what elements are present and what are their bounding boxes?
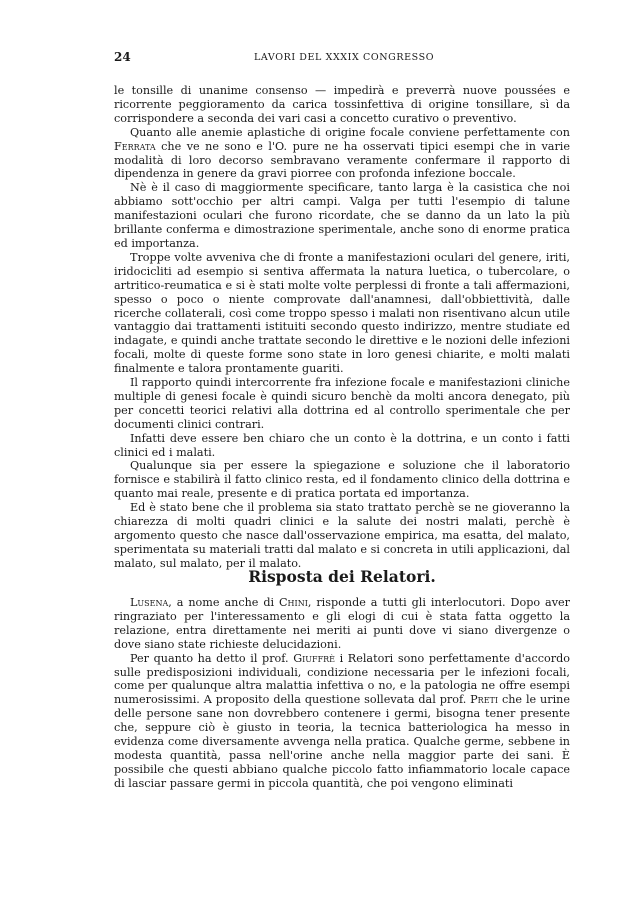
paragraph: Ed è stato bene che il problema sia stato trattato perchè se ne gioveranno la chiarezza di molti quadri clinici e la salute dei nostri malati, perchè è argomento questo che nasce dall'osservazione empirica, ma esatta, del malato, sperimentata su materiali tratti dal malato e si concreta in utili applicazioni, dal malato, sul malato, per il malato. xyxy=(114,501,570,570)
author-name: Preti xyxy=(470,693,499,707)
paragraph: Quanto alle anemie aplastiche di origine focale conviene perfettamente con Ferrata che ve ne sono e l'O. pure ne ha osservati tipici esempi che in varie modalità di loro decorso sembravano veramente confermare il rapporto di dipendenza in genere da gravi piorree con profonda infezione boccale. xyxy=(114,125,570,181)
author-name: Giuffrè xyxy=(293,651,335,665)
paragraph: Troppe volte avveniva che di fronte a manifestazioni oculari del genere, iriti, iridocicliti ad esempio si sentiva affermata la natura luetica, o tubercolare, o artritico-reumatica e si è stati molte volte perplessi di fronte a tali affermazioni, spesso o poco o niente comprovate dall'anamnesi, dall'obbiettività, dalle ricerche collaterali, così come troppo spesso i malati non risentivano alcun utile vantaggio dai trattamenti istituiti secondo questo indirizzo, mentre studiate ed indagate, e quindi anche trattate secondo le direttive e le nozioni delle infezioni focali, molte di queste forme sono state in loro genesi chiarite, e molti malati finalmente e talora prontamente guariti. xyxy=(114,250,570,376)
discussion-text xyxy=(114,84,570,571)
author-name: Ferrata xyxy=(114,139,156,153)
paragraph: le tonsille di unanime consenso — impedirà e preverrà nuove poussées e ricorrente peggioramento da carica tossinfettiva di origine tonsillare, sì da corrispondere a seconda dei vari casi a concetto curativo o preventivo. xyxy=(114,84,570,125)
section-heading: Risposta dei Relatori. xyxy=(248,567,436,586)
page-number: 24 xyxy=(114,50,131,64)
author-name: Chini xyxy=(279,596,308,609)
paragraph: Il rapporto quindi intercorrente fra infezione focale e manifestazioni cliniche multiple di genesi focale è quindi sicuro benchè da molti ancora denegato, più per concetti teorici relativi alla dottrina ed al controllo sperimentale che per documenti clinici contrari. xyxy=(114,376,570,431)
running-title: LAVORI DEL XXXIX CONGRESSO xyxy=(254,52,435,63)
paragraph: Per quanto ha detto il prof. Giuffrè i Relatori sono perfettamente d'accordo sulle predisposizioni individuali, condizione necessaria per le infezioni focali, come per qualunque altra malattia infettiva o no, e la patologia ne offre esempi numerosissimi. A proposito della questione sollevata dal prof. Preti che le urine delle persone sane non dovrebbero contenere i germi, bisogna tener presente che, seppure ciò è giusto in teoria, la tecnica batteriologica ha messo in evidenza come diversamente avvenga nella pratica. Qualche germe, sebbene in modesta quantità, passa nell'orine anche nella maggior parte dei sani. È possibile che questi abbiano qualche piccolo fatto infiammatorio locale capace di lasciar passare germi in piccola quantità, che poi vengono eliminati xyxy=(114,651,570,790)
paragraph: Lusena, a nome anche di Chini, risponde a tutti gli interlocutori. Dopo aver ringraziato per l'interessamento e gli elogi di cui è stata fatta oggetto la relazione, entra direttamente nei meriti ai punti dove vi siano divergenze o dove siano state richieste delucidazioni. xyxy=(114,596,570,651)
paragraph: Nè è il caso di maggiormente specificare, tanto larga è la casistica che noi abbiamo sott'occhio per altri campi. Valga per tutti l'esempio di talune manifestazioni oculari che furono ricordate, che se danno da un lato la più brillante conferma e dimostrazione sperimentale, anche sono di enorme pratica ed importanza. xyxy=(114,181,570,250)
paragraph: Infatti deve essere ben chiaro che un conto è la dottrina, e un conto i fatti clinici ed i malati. xyxy=(114,431,570,459)
response-text xyxy=(114,596,570,791)
paragraph: Qualunque sia per essere la spiegazione e soluzione che il laboratorio fornisce e stabilirà il fatto clinico resta, ed il fondamento clinico della dottrina e quanto mai reale, presente e di pratica portata ed importanza. xyxy=(114,459,570,501)
page-header xyxy=(114,50,570,66)
author-name: Lusena xyxy=(130,596,169,609)
